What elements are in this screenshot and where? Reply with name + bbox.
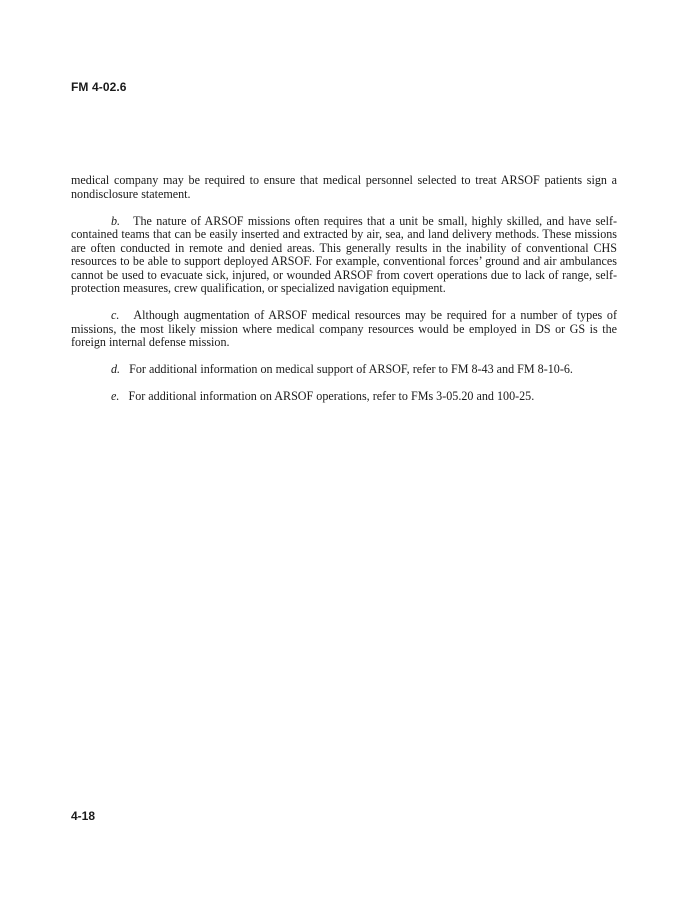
paragraph-text: For additional information on ARSOF operations, refer to FMs 3-05.20 and 100-25. — [128, 389, 535, 403]
paragraph-letter: e. — [111, 389, 120, 403]
paragraph-d — [71, 363, 617, 377]
paragraph-letter: b. — [111, 213, 121, 228]
body-text — [71, 174, 617, 417]
paragraph-letter: c. — [111, 308, 120, 322]
paragraph-letter: d. — [111, 362, 121, 376]
paragraph-e — [71, 390, 617, 404]
paragraph-continuation — [71, 174, 617, 201]
page-number: 4-18 — [71, 809, 96, 823]
paragraph-b — [71, 215, 617, 296]
paragraph-text: The nature of ARSOF missions often requires that a unit be small, highly skilled, and have self-contained teams that can be easily inserted and extracted by air, sea, and land delivery methods. These missions are often conducted in remote and denied areas. This generally results in the inability of conventional CHS resources to be able to support deployed ARSOF. For example, conventional forces’ ground and air ambulances cannot be used to evacuate sick, injured, or wounded ARSOF from covert operations due to lack of range, self-protection measures, crew qualification, or specialized navigation equipment. — [71, 213, 618, 295]
paragraph-c — [71, 309, 617, 350]
paragraph-text: For additional information on medical support of ARSOF, refer to FM 8-43 and FM 8-10-6. — [129, 362, 573, 376]
paragraph-text: Although augmentation of ARSOF medical resources may be required for a number of types of missions, the most likely mission where medical company resources would be employed in DS or GS is the foreign internal defense mission. — [71, 308, 617, 349]
paragraph-text: medical company may be required to ensure that medical personnel selected to treat ARSOF patients sign a nondisclosure statement. — [71, 173, 617, 201]
document-id-header: FM 4-02.6 — [71, 80, 127, 94]
